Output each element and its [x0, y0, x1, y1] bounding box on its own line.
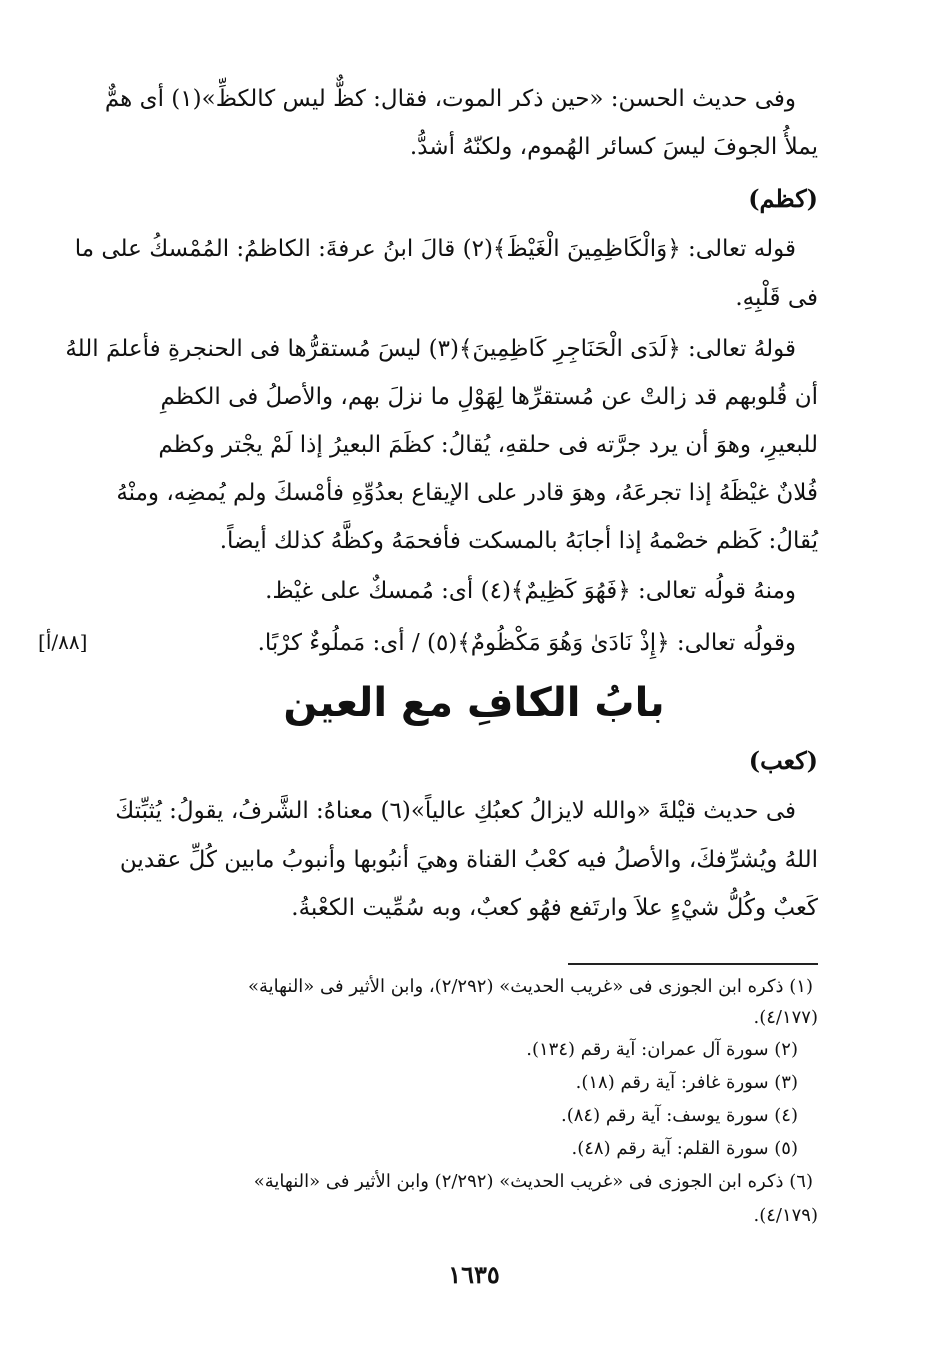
body-line-12: فى حديث قيْلةَ «والله لايزالُ كعبُكِ عالياً»(٦) معناهُ: الشَّرفُ، يقولُ: يُثبِّتكَ [115, 798, 796, 824]
page-number: ١٦٣٥ [448, 1260, 500, 1289]
body-line-8: فُلانٌ غيْظَهُ إذا تجرعَهُ، وهوَ قادر على الإيقاع بعدُوِّهِ فأمْسكَ ولم يُمضِه، ومنْهُ [116, 480, 818, 506]
body-line-9: يُقالُ: كَظم خصْمهُ إذا أجابَهُ بالمسكت فأفحمَهُ وكظَّهُ كذلك أيضاً. [219, 528, 818, 554]
footnote-1: (١) ذكره ابن الجوزى فى «غريب الحديث» (٢/٢٩٢)، وابن الأثير فى «النهاية» [247, 976, 813, 997]
footnote-4: (٤) سورة يوسف: آية رقم (٨٤). [561, 1105, 798, 1126]
footnote-6-continued: (٤/١٧٩). [753, 1205, 818, 1226]
entry-heading-kaab: (كعب) [748, 746, 818, 775]
entry-heading-kazm: (كظم) [748, 184, 818, 213]
footnote-3: (٣) سورة غافر: آية رقم (١٨). [575, 1072, 798, 1093]
body-line-14: كَعبٌ وكُلُّ شيْءٍ علاَ وارتَفع فهُو كعبٌ، وبه سُمِّيت الكعْبةُ. [291, 895, 818, 921]
footnote-1-continued: (٤/١٧٧). [753, 1007, 818, 1028]
footnote-2: (٢) سورة آل عمران: آية رقم (١٣٤). [526, 1039, 798, 1060]
footnote-5: (٥) سورة القلم: آية رقم (٤٨). [571, 1138, 798, 1159]
body-line-2: يملأُ الجوفَ ليسَ كسائر الهُموم، ولكنّهُ أشدُّ. [409, 134, 818, 160]
chapter-title: بابُ الكافِ مع العين [283, 680, 665, 726]
body-line-11: وقولُه تعالى: ﴿إِذْ نَادَىٰ وَهُوَ مَكْظُومٌ﴾(٥) / أى: مَملُوءٌ كرْبًا. [257, 630, 796, 656]
body-line-4: فى قَلْبِهِ. [735, 285, 818, 311]
body-line-5: قولهُ تعالى: ﴿لَدَى الْحَنَاجِرِ كَاظِمِينَ﴾(٣) ليسَ مُستقرُّها فى الحنجرةِ فأعلمَ اللهُ [65, 336, 796, 362]
footnote-6: (٦) ذكره ابن الجوزى فى «غريب الحديث» (٢/٢٩٢) وابن الأثير فى «النهاية» [253, 1171, 813, 1192]
body-line-7: للبعيرِ، وهوَ أن يرد جرَّته فى حلقهِ، يُقالُ: كظَمَ البعيرُ إذا لَمْ يجْتر وكظم [158, 432, 818, 458]
body-line-10: ومنهُ قولُه تعالى: ﴿فَهُوَ كَظِيمٌ﴾(٤) أى: مُمسكٌ على غيْظ. [265, 578, 796, 604]
margin-folio-reference: [٨٨/أ] [38, 630, 88, 654]
body-line-13: اللهُ ويُشرِّفكَ، والأصلُ فيه كعْبُ القناة وهيَ أنبُوبها وأنبوبُ مابين كُلِّ عقدين [119, 847, 818, 873]
body-line-6: أن قُلوبهم قد زالتْ عن مُستقرِّها لِهَوْلِ ما نزلَ بهم، والأصلُ فى الكظمِ [160, 384, 818, 410]
body-line-1: وفى حديث الحسن: «حين ذكر الموت، فقال: كظٌّ ليس كالكظِّ»(١) أى همٌّ [104, 86, 796, 112]
footnote-separator [568, 963, 818, 965]
body-line-3: قوله تعالى: ﴿وَالْكَاظِمِينَ الْغَيْظَ﴾(٢) قالَ ابنُ عرفةَ: الكاظمُ: المُمْسكُ على ما [74, 236, 796, 262]
